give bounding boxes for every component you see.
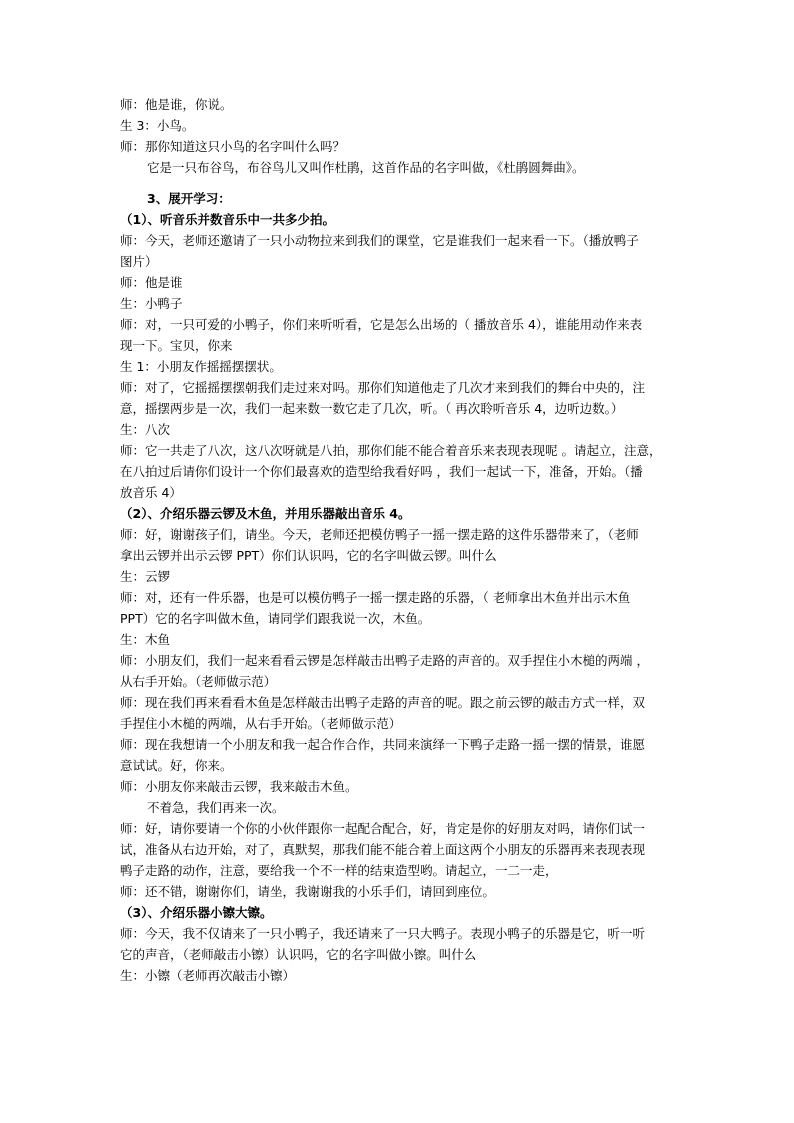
text-line: 它是一只布谷鸟，布谷鸟儿又叫作杜鹃，这首作品的名字叫做，《杜鹃圆舞曲》。 (147, 160, 585, 175)
text-line: 师：好，谢谢孩子们，请坐。今天，老师还把模仿鸭子一摇一摆走路的这件乐器带来了，（老师 (120, 527, 639, 542)
text-line: 鸭子走路的动作，注意，要给我一个不一样的结束造型哟。请起立，一二一走， (120, 863, 558, 878)
text-line: 师：小朋友们，我们一起来看看云锣是怎样敲击出鸭子走路的声音的。双手捏住小木槌的两端 ， (120, 653, 649, 668)
text-line: 师：现在我们再来看看木鱼是怎样敲击出鸭子走路的声音的呢。跟之前云锣的敲击方式一样，双 (120, 695, 646, 710)
text-line: 生：木鱼 (120, 632, 171, 647)
section-heading: 3、展开学习： (147, 191, 231, 206)
text-line: 师：他是谁 (120, 275, 183, 290)
text-line: 师：对，一只可爱的小鸭子，你们来听听看，它是怎么出场的（ 播放音乐 4），谁能用动作来表 (120, 317, 643, 332)
text-line: 生 3：小鸟。 (120, 118, 195, 133)
text-line: 生：小镲（老师再次敲击小镲） (120, 968, 296, 983)
text-line: 图片） (120, 254, 158, 269)
text-line: 现一下。宝贝，你来 (120, 338, 233, 353)
text-line: 试，准备从右边开始，对了，真默契，那我们能不能合着上面这两个小朋友的乐器再来表现表现 (120, 842, 646, 857)
text-line: 师：对了，它摇摇摆摆朝我们走过来对吗。那你们知道他走了几次才来到我们的舞台中央的，注 (120, 380, 646, 395)
text-line: 师：现在我想请一个小朋友和我一起合作合作，共同来演绎一下鸭子走路一摇一摆的情景，谁愿 (120, 737, 646, 752)
text-line: 在八拍过后请你们设计一个你们最喜欢的造型给我看好吗 ，我们一起试一下，准备，开始。（播 (120, 464, 643, 479)
text-line: 放音乐 4） (120, 485, 182, 500)
text-line: 师：那你知道这只小鸟的名字叫什么吗？ (120, 139, 346, 154)
paragraph-gap (120, 178, 676, 188)
text-line: 生：小鸭子 (120, 296, 183, 311)
section-heading: （3）、介绍乐器小镲大镲。 (120, 905, 273, 920)
text-line: PPT）它的名字叫做木鱼，请同学们跟我说一次，木鱼。 (120, 611, 431, 626)
text-line: 师：还不错，谢谢你们，请坐，我谢谢我的小乐手们，请回到座位。 (120, 884, 496, 899)
text-line: 生 1：小朋友作摇摇摆摆状。 (120, 359, 282, 374)
text-line: 不着急，我们再来一次。 (147, 800, 285, 815)
text-line: 师：今天，我不仅请来了一只小鸭子，我还请来了一只大鸭子。表现小鸭子的乐器是它，听一听 (120, 926, 646, 941)
text-line: 师：它一共走了八次，这八次呀就是八拍，那你们能不能合着音乐来表现表现呢 。请起立，注意， (120, 443, 662, 458)
text-line: 师：他是谁，你说。 (120, 97, 233, 112)
text-line: 意试试。好，你来。 (120, 758, 233, 773)
text-line: 生：八次 (120, 422, 171, 437)
section-heading: （1）、听音乐并数音乐中一共多少拍。 (120, 212, 335, 227)
text-line: 它的声音，（老师敲击小镲）认识吗，它的名字叫做小镲。叫什么 (120, 947, 477, 962)
text-line: 师：好，请你要请一个你的小伙伴跟你一起配合配合，好，肯定是你的好朋友对吗，请你们试一 (120, 821, 646, 836)
text-line: 师：今天，老师还邀请了一只小动物拉来到我们的课堂，它是谁我们一起来看一下。（播放鸭子 (120, 233, 639, 248)
text-line: 手捏住小木槌的两端，从右手开始。（老师做示范） (120, 716, 402, 731)
text-line: 从右手开始。（老师做示范） (120, 674, 277, 689)
text-line: 师：小朋友你来敲击云锣，我来敲击木鱼。 (120, 779, 358, 794)
document-page (120, 94, 676, 986)
text-line: 拿出云锣并出示云锣 PPT）你们认识吗，它的名字叫做云锣。叫什么 (120, 548, 497, 563)
section-heading: （2）、介绍乐器云锣及木鱼，并用乐器敲出音乐 4。 (120, 506, 411, 521)
text-line: 生：云锣 (120, 569, 171, 584)
text-line: 师：对，还有一件乐器，也是可以模仿鸭子一摇一摆走路的乐器，（ 老师拿出木鱼并出示木鱼 (120, 590, 631, 605)
text-line: 意，摇摆两步是一次，我们一起来数一数它走了几次，听。（ 再次聆听音乐 4，边听边数。） (120, 401, 624, 416)
